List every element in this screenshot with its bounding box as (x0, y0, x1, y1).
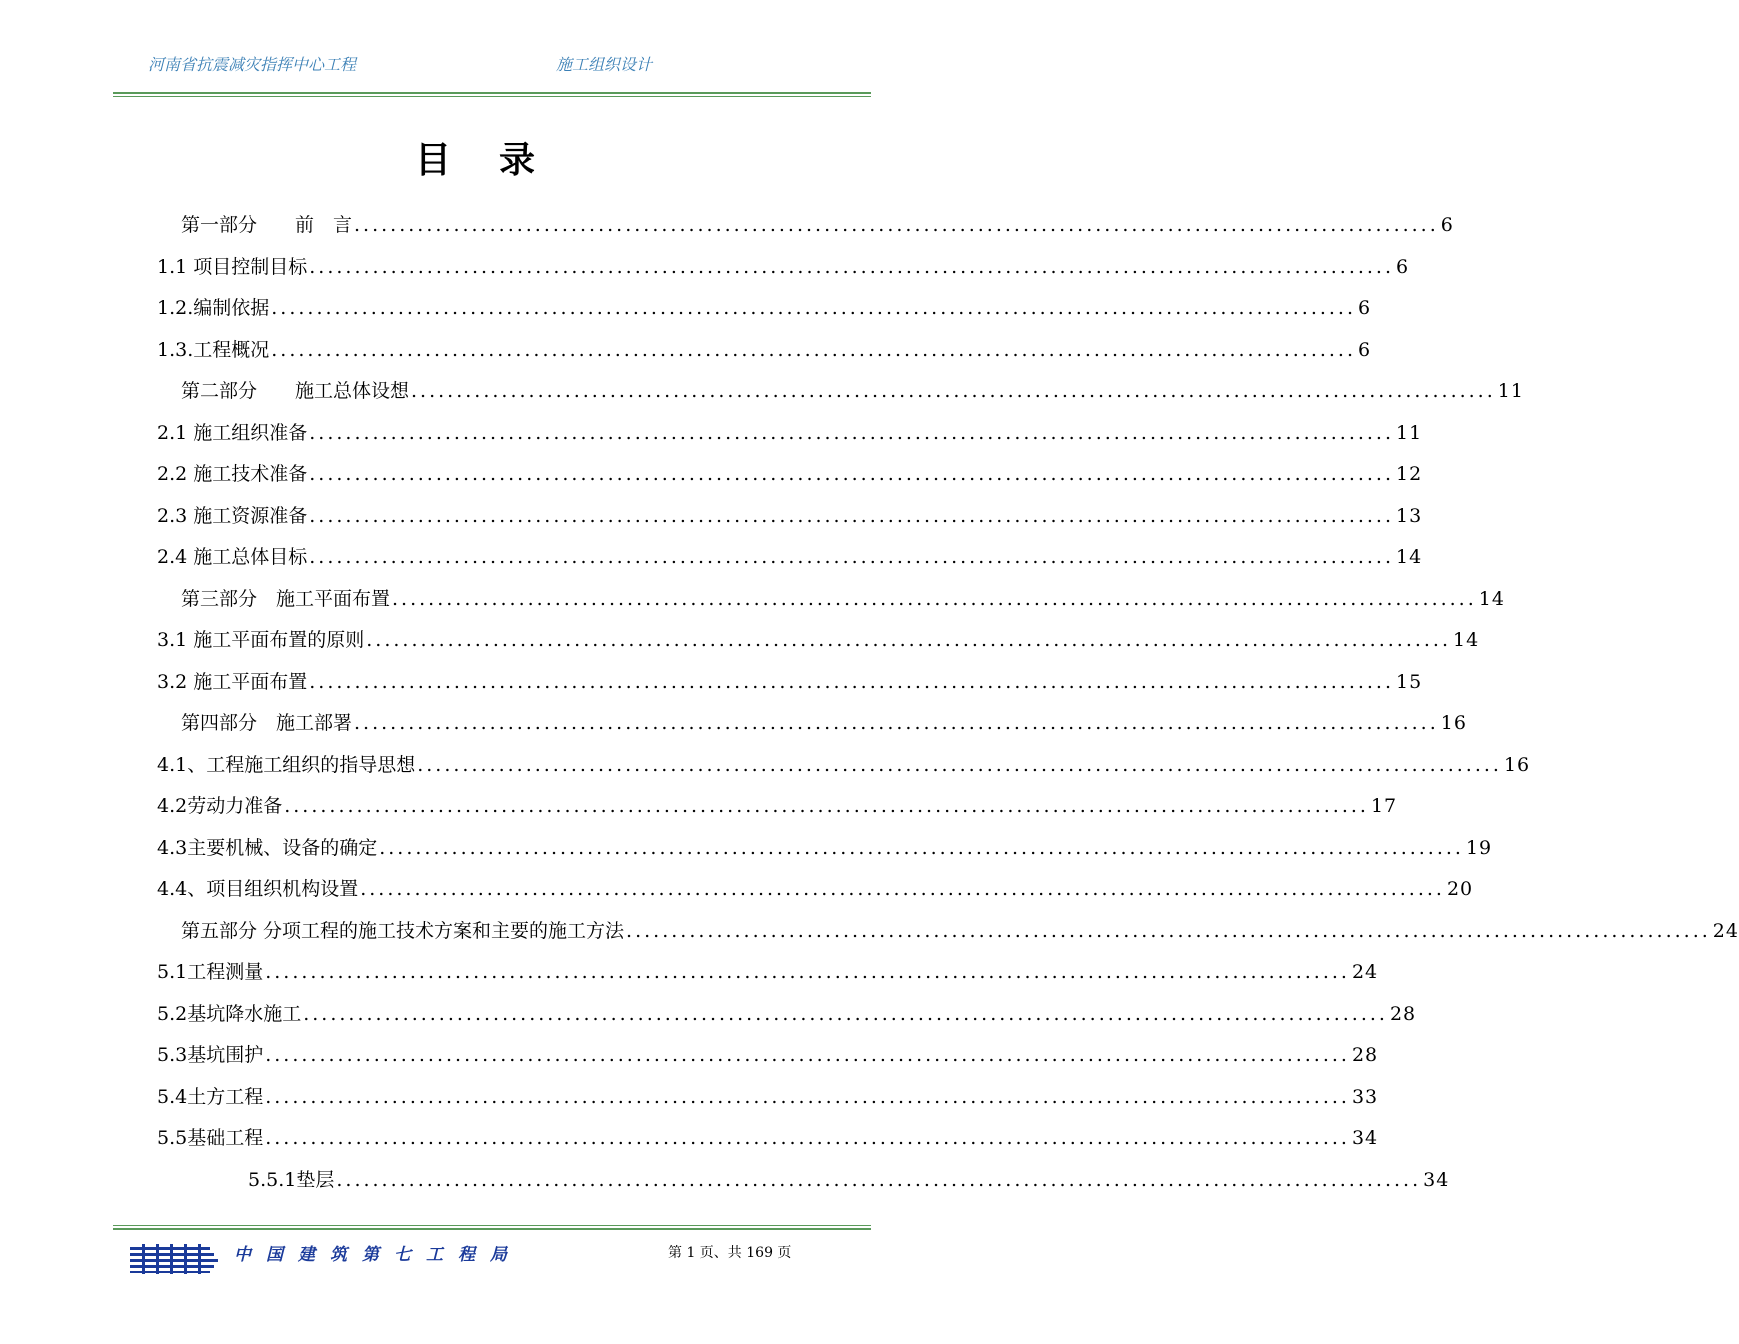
toc-entry-page: 6 (1358, 338, 1372, 361)
toc-leader-dots: ........................................................................................................................ (411, 380, 1496, 402)
toc-entry-page: 28 (1389, 1002, 1417, 1025)
toc-entry-page: 34 (1351, 1127, 1379, 1149)
footer-rule (113, 1228, 871, 1230)
toc-entry-label: 5.2基坑降水施工 (157, 1002, 302, 1025)
toc-entry-label: 4.1、工程施工组织的指导思想 (157, 753, 416, 776)
toc-entry[interactable] (157, 1000, 1417, 1028)
toc-entry[interactable] (181, 709, 1467, 737)
toc-leader-dots: ........................................................................................................................ (379, 836, 1464, 859)
toc-entry[interactable] (157, 543, 1423, 571)
toc-entry-page: 24 (1351, 961, 1379, 983)
toc-entry-label: 2.4 施工总体目标 (157, 546, 308, 568)
header-rule (113, 92, 871, 94)
toc-leader-dots: ........................................................................................................................ (265, 961, 1350, 983)
toc-entry-label: 1.3.工程概况 (157, 338, 270, 361)
toc-entry-label: 4.2劳动力准备 (157, 795, 283, 817)
toc-entry[interactable] (181, 211, 1454, 239)
page-title: 目录 (414, 140, 583, 181)
toc-entry[interactable] (157, 792, 1398, 820)
toc-entry-label: 4.4、项目组织机构设置 (157, 878, 359, 900)
toc-entry[interactable] (181, 377, 1524, 405)
toc-entry-label: 2.3 施工资源准备 (157, 504, 308, 527)
toc-entry-label: 2.1 施工组织准备 (157, 421, 308, 444)
toc-entry-page: 14 (1478, 587, 1505, 610)
toc-leader-dots: ........................................................................................................................ (366, 629, 1452, 651)
toc-leader-dots: ........................................................................................................................ (309, 546, 1395, 568)
toc-leader-dots: ........................................................................................................................ (271, 338, 1357, 361)
toc-entry-label: 1.2.编制依据 (157, 297, 270, 319)
toc-entry-label: 4.3主要机械、设备的确定 (157, 836, 378, 859)
toc-leader-dots: ........................................................................................................................ (303, 1002, 1388, 1025)
toc-entry-label: 2.2 施工技术准备 (157, 463, 308, 485)
toc-entry-page: 12 (1396, 463, 1423, 485)
toc-leader-dots: ........................................................................................................................ (271, 297, 1357, 319)
footer-rule-thin (113, 1225, 871, 1226)
toc-entry-page: 20 (1446, 878, 1474, 900)
toc-entry[interactable] (157, 1083, 1379, 1111)
toc-leader-dots: ........................................................................................................................ (336, 1168, 1422, 1191)
toc-entry-page: 14 (1453, 629, 1480, 651)
toc-entry[interactable] (157, 1041, 1379, 1069)
toc-leader-dots: ........................................................................................................................ (309, 255, 1395, 278)
toc-entry-page: 16 (1440, 712, 1467, 734)
toc-entry[interactable] (157, 419, 1423, 447)
toc-entry-page: 15 (1396, 670, 1423, 693)
toc-entry[interactable] (157, 834, 1493, 862)
toc-leader-dots: ........................................................................................................................ (309, 504, 1395, 527)
toc-entry[interactable] (248, 1166, 1450, 1194)
toc-entry-page: 28 (1351, 1044, 1379, 1066)
toc-leader-dots: ........................................................................................................................ (265, 1127, 1350, 1149)
toc-entry[interactable] (157, 502, 1423, 530)
toc-entry-label: 1.1 项目控制目标 (157, 255, 308, 278)
toc-entry-label: 3.2 施工平面布置 (157, 670, 308, 693)
toc-entry-label: 第一部分 前 言 (181, 214, 353, 236)
toc-entry-label: 第三部分 施工平面布置 (181, 587, 391, 610)
toc-entry-page: 11 (1497, 380, 1524, 402)
toc-entry-label: 5.4土方工程 (157, 1085, 264, 1108)
toc-entry[interactable] (157, 668, 1423, 696)
toc-entry-page: 13 (1396, 504, 1423, 527)
toc-entry[interactable] (157, 294, 1372, 322)
toc-entry-page: 6 (1440, 214, 1454, 236)
toc-entry[interactable] (157, 1124, 1379, 1152)
toc-entry[interactable] (181, 917, 1739, 945)
toc-entry-label: 5.1工程测量 (157, 961, 264, 983)
toc-entry-page: 33 (1351, 1085, 1379, 1108)
toc-leader-dots: ........................................................................................................................ (309, 463, 1395, 485)
toc-entry[interactable] (157, 460, 1423, 488)
toc-entry-page: 16 (1503, 753, 1531, 776)
toc-leader-dots: ........................................................................................................................ (626, 919, 1711, 942)
toc-entry-page: 6 (1358, 297, 1372, 319)
toc-entry-label: 第二部分 施工总体设想 (181, 380, 410, 402)
header-project-name: 河南省抗震减灾指挥中心工程 (148, 55, 357, 74)
toc-entry-page: 11 (1396, 421, 1423, 444)
toc-entry[interactable] (157, 958, 1379, 986)
toc-entry-page: 14 (1396, 546, 1423, 568)
toc-entry-page: 34 (1423, 1168, 1450, 1191)
toc-leader-dots: ........................................................................................................................ (265, 1085, 1350, 1108)
toc-leader-dots: ........................................................................................................................ (265, 1044, 1350, 1066)
header-document-type: 施工组织设计 (556, 55, 653, 74)
company-name: 中国建筑第七工程局 (234, 1245, 522, 1265)
header-rule-thin (113, 96, 871, 97)
toc-entry-label: 5.3基坑围护 (157, 1044, 264, 1066)
toc-entry-label: 第五部分 分项工程的施工技术方案和主要的施工方法 (181, 919, 625, 942)
toc-entry[interactable] (157, 253, 1410, 281)
toc-leader-dots: ........................................................................................................................ (392, 587, 1477, 610)
toc-leader-dots: ........................................................................................................................ (284, 795, 1369, 817)
company-logo-icon (130, 1244, 222, 1274)
toc-entry-page: 6 (1396, 255, 1410, 278)
toc-entry[interactable] (181, 585, 1505, 613)
toc-entry[interactable] (157, 751, 1531, 779)
toc-entry-page: 19 (1465, 836, 1493, 859)
toc-leader-dots: ........................................................................................................................ (354, 214, 1439, 236)
toc-entry-label: 5.5基础工程 (157, 1127, 264, 1149)
toc-entry[interactable] (157, 875, 1474, 903)
page-header (0, 0, 950, 100)
toc-entry[interactable] (157, 336, 1372, 364)
toc-leader-dots: ........................................................................................................................ (360, 878, 1445, 900)
toc-leader-dots: ........................................................................................................................ (309, 670, 1395, 693)
toc-leader-dots: ........................................................................................................................ (309, 421, 1395, 444)
toc-entry-page: 17 (1370, 795, 1398, 817)
toc-entry[interactable] (157, 626, 1480, 654)
page-number: 第 1 页、共 169 页 (668, 1245, 792, 1261)
toc-entry-label: 5.5.1垫层 (248, 1168, 335, 1191)
toc-entry-label: 3.1 施工平面布置的原则 (157, 629, 365, 651)
toc-leader-dots: ........................................................................................................................ (417, 753, 1502, 776)
toc-entry-page: 24 (1712, 919, 1739, 942)
toc-leader-dots: ........................................................................................................................ (354, 712, 1439, 734)
toc-entry-label: 第四部分 施工部署 (181, 712, 353, 734)
